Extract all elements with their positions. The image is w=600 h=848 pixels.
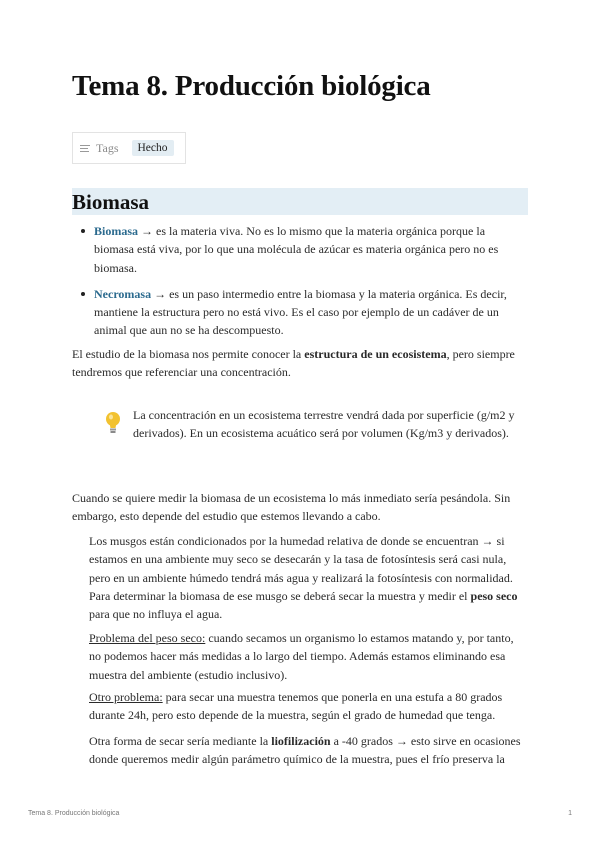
bold-text: estructura de un ecosistema <box>304 347 447 361</box>
underlined-label: Problema del peso seco: <box>89 631 206 645</box>
tag-badge[interactable]: Hecho <box>132 140 174 156</box>
paragraph <box>72 345 528 382</box>
bullet-list <box>72 222 522 348</box>
definition-text: → es un paso intermedio entre la biomasa y la materia orgánica. Es decir, mantiene la estructura pero no está vivo. Es el caso por ejemplo de un cadáver de un animal que aun no se ha descompuesto. <box>94 286 507 338</box>
footer-title: Tema 8. Producción biológica <box>28 810 120 817</box>
properties-box <box>72 132 186 164</box>
page-footer <box>28 810 572 817</box>
definition-text: → es la materia viva. No es lo mismo que la materia orgánica porque la biomasa está viva, por lo que una molécula de azúcar es materia orgánica pero no es biomasa. <box>94 224 499 275</box>
paragraph-text: El estudio de la biomasa nos permite conocer la <box>72 347 305 361</box>
property-label: Tags <box>96 140 119 155</box>
page-number: 1 <box>568 810 572 817</box>
page-title: Tema 8. Producción biológica <box>72 70 431 102</box>
paragraph: Cuando se quiere medir la biomasa de un ecosistema lo más inmediato sería pesándola. Sin embargo, esto depende del estudio que estemos llevando a cabo. <box>72 491 511 524</box>
paragraph-text: , pero siempre tendremos que referenciar una concentración. <box>72 347 515 380</box>
list-icon <box>80 145 90 152</box>
paragraph-text: Otra forma de secar sería mediante la <box>89 734 272 748</box>
section-heading: Biomasa <box>72 188 528 215</box>
indented-paragraph <box>89 629 527 684</box>
paragraph-text: a -40 grados → esto sirve en ocasiones donde queremos medir algún parámetro químico de la muestra, pues el frío preserva la <box>89 734 521 767</box>
term-biomasa: Biomasa <box>94 224 139 238</box>
underlined-label: Otro problema: <box>89 690 163 704</box>
paragraph-text: cuando secamos un organismo lo estamos matando y, por tanto, no podemos hacer más medidas a lo largo del tiempo. Además estamos eliminando esa muestra del ambiente (estudio inclusivo). <box>89 631 514 682</box>
indented-paragraph <box>89 688 527 725</box>
indented-paragraph <box>89 732 527 769</box>
callout-text: La concentración en un ecosistema terrestre vendrá dada por superficie (g/m2 y derivados). En un ecosistema acuático será por volumen (Kg/m3 y derivados). <box>133 408 515 441</box>
bold-text: peso seco <box>470 588 518 603</box>
paragraph-text: para que no influya el agua. <box>89 607 223 622</box>
lightbulb-icon <box>104 410 122 436</box>
list-item <box>72 285 522 340</box>
bold-text: liofilización <box>271 734 331 748</box>
paragraph-text: Los musgos están condicionados por la humedad relativa de donde se encuentran → si estamos en una ambiente muy seco se desecarán y la tasa de fotosíntesis será casi nula, pero en un ambiente húmedo tendrá más agua y realizará la fotosíntesis con normalidad. Para determinar la biomasa de ese musgo se deberá secar la muestra y medir el <box>89 534 513 603</box>
paragraph-text: para secar una muestra tenemos que ponerla en una estufa a 80 grados durante 24h, pero esto depende de la muestra, según el grado de humedad que tenga. <box>89 690 503 723</box>
list-item <box>72 222 522 277</box>
indented-paragraph <box>89 532 527 623</box>
term-necromasa: Necromasa <box>94 286 152 301</box>
